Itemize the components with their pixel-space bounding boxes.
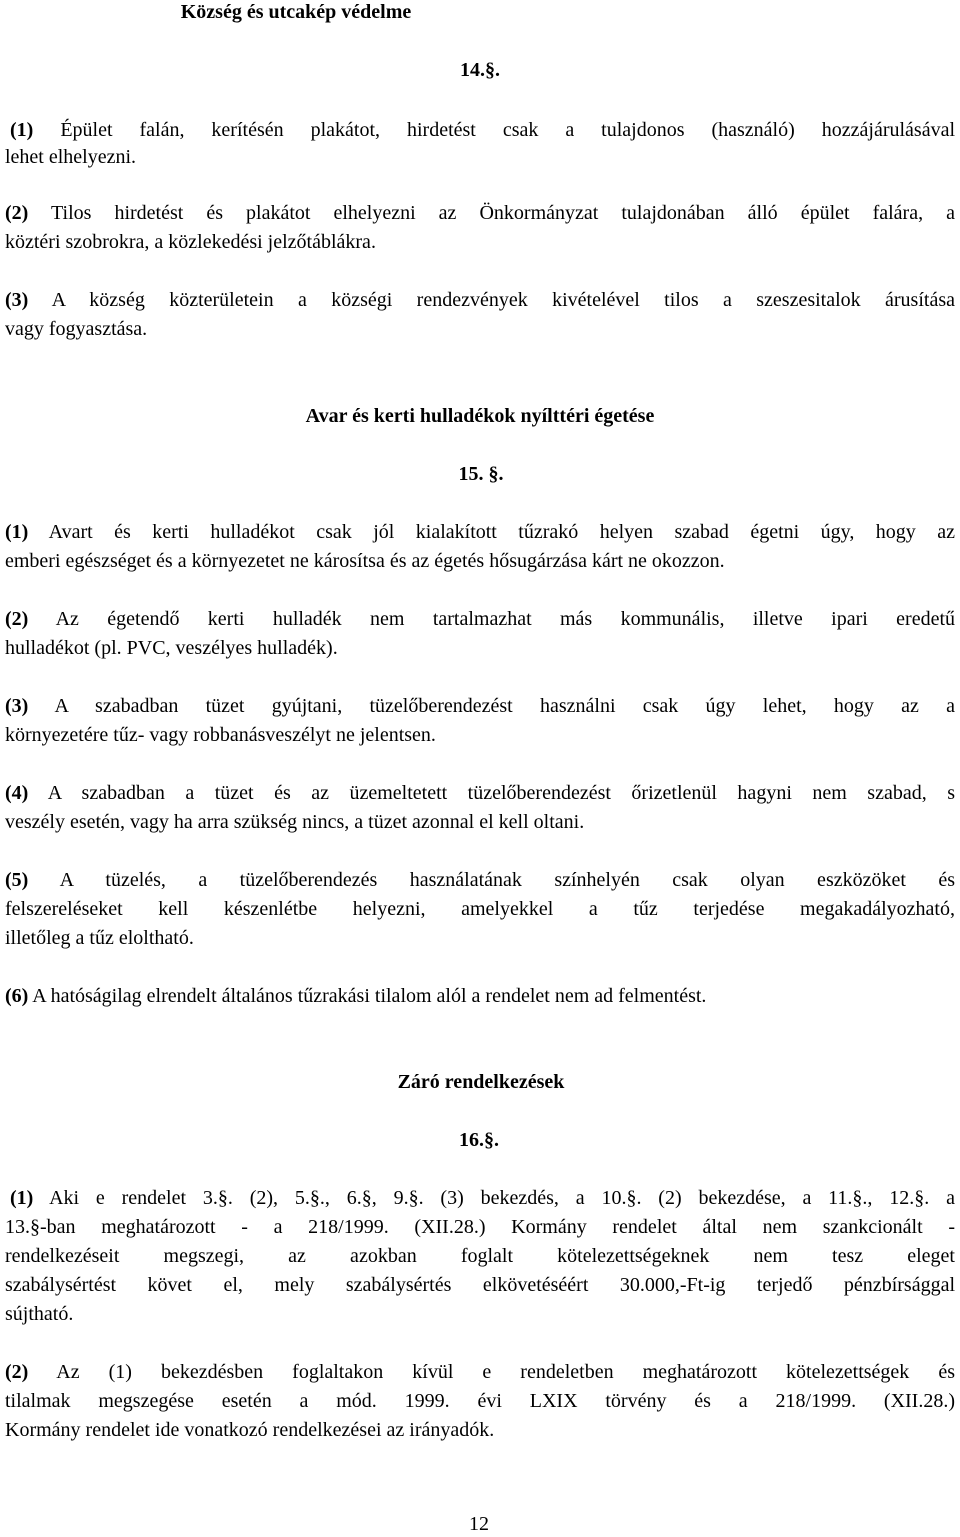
paragraph-number: (1)	[10, 119, 34, 141]
paragraph-line: veszély esetén, vagy ha arra szükség nincs, a tüzet azonnal el kell oltani.	[5, 811, 585, 833]
paragraph-line: vagy fogyasztása.	[5, 318, 148, 340]
paragraph-number: (3)	[5, 695, 29, 717]
paragraph-line: (1) Aki e rendelet 3.§. (2), 5.§., 6.§, 9.§. (3) bekezdés, a 10.§. (2) bekezdése, a 11.§., 12.§. a	[10, 1187, 955, 1209]
paragraph-number: (4)	[5, 782, 29, 804]
paragraph-line: hulladékot (pl. PVC, veszélyes hulladék).	[5, 637, 338, 659]
paragraph-line: (3) A szabadban tüzet gyújtani, tüzelőberendezést használni csak úgy lehet, hogy az a	[5, 695, 955, 717]
paragraph-line: 13.§-ban meghatározott - a 218/1999. (XII.28.) Kormány rendelet által nem szankcionált -	[5, 1216, 955, 1238]
paragraph-number: (3)	[5, 289, 29, 311]
paragraph-line: (6) A hatóságilag elrendelt általános tűzrakási tilalom alól a rendelet nem ad felmentést.	[5, 985, 707, 1007]
paragraph-line: rendelkezéseit megszegi, az azokban foglalt kötelezettségeknek nem tesz eleget	[5, 1245, 955, 1267]
paragraph-line: (1) Épület falán, kerítésén plakátot, hirdetést csak a tulajdonos (használó) hozzájárulásával	[10, 119, 956, 141]
paragraph-line: (3) A község közterületein a községi rendezvények kivételével tilos a szeszesitalok árusítása	[5, 289, 955, 311]
paragraph-line: (4) A szabadban a tüzet és az üzemeltetett tüzelőberendezést őrizetlenül hagyni nem szabad, s	[5, 782, 955, 804]
paragraph-number: (1)	[5, 521, 29, 543]
section-title: Község és utcakép védelme	[180, 1, 412, 23]
section-number: 15. §.	[458, 463, 504, 485]
paragraph-number: (2)	[5, 202, 29, 224]
paragraph-number: (2)	[5, 1361, 29, 1383]
paragraph-line: tilalmak megszegése esetén a mód. 1999. évi LXIX törvény és a 218/1999. (XII.28.)	[5, 1390, 955, 1412]
paragraph-line: (5) A tüzelés, a tüzelőberendezés használatának színhelyén csak olyan eszközöket és	[5, 869, 955, 891]
paragraph-line: szabálysértést követ el, mely szabálysértés elkövetéséért 30.000,-Ft-ig terjedő pénzbírsággal	[5, 1274, 955, 1296]
paragraph-number: (6)	[5, 985, 29, 1007]
paragraph-line: (2) Tilos hirdetést és plakátot elhelyezni az Önkormányzat tulajdonában álló épület falára, a	[5, 202, 955, 224]
paragraph-line: (2) Az (1) bekezdésben foglaltakon kívül e rendeletben meghatározott kötelezettségek és	[5, 1361, 955, 1383]
section-number: 16.§.	[459, 1129, 499, 1151]
paragraph-line: (1) Avart és kerti hulladékot csak jól kialakított tűzrakó helyen szabad égetni úgy, hogy az	[5, 521, 955, 543]
paragraph-line: emberi egészséget és a környezetet ne károsítsa és az égetés hősugárzása kárt ne okozzon.	[5, 550, 725, 572]
paragraph-number: (2)	[5, 608, 29, 630]
section-number: 14.§.	[460, 59, 500, 81]
paragraph-number: (5)	[5, 869, 29, 891]
paragraph-line: környezetére tűz- vagy robbanásveszélyt ne jelentsen.	[5, 724, 436, 746]
paragraph-line: illetőleg a tűz eloltható.	[5, 927, 194, 949]
section-title: Záró rendelkezések	[397, 1071, 565, 1093]
page-number: 12	[469, 1513, 489, 1535]
paragraph-line: Kormány rendelet ide vonatkozó rendelkezései az irányadók.	[5, 1419, 495, 1441]
paragraph-line: lehet elhelyezni.	[5, 146, 137, 168]
paragraph-line: sújtható.	[5, 1303, 74, 1325]
paragraph-line: (2) Az égetendő kerti hulladék nem tartalmazhat más kommunális, illetve ipari eredetű	[5, 608, 955, 630]
section-title: Avar és kerti hulladékok nyílttéri égetése	[305, 405, 655, 427]
paragraph-number: (1)	[10, 1187, 34, 1209]
paragraph-line: felszereléseket kell készenlétbe helyezni, amelyekkel a tűz terjedése megakadályozható,	[5, 898, 955, 920]
paragraph-line: köztéri szobrokra, a közlekedési jelzőtáblákra.	[5, 231, 376, 253]
